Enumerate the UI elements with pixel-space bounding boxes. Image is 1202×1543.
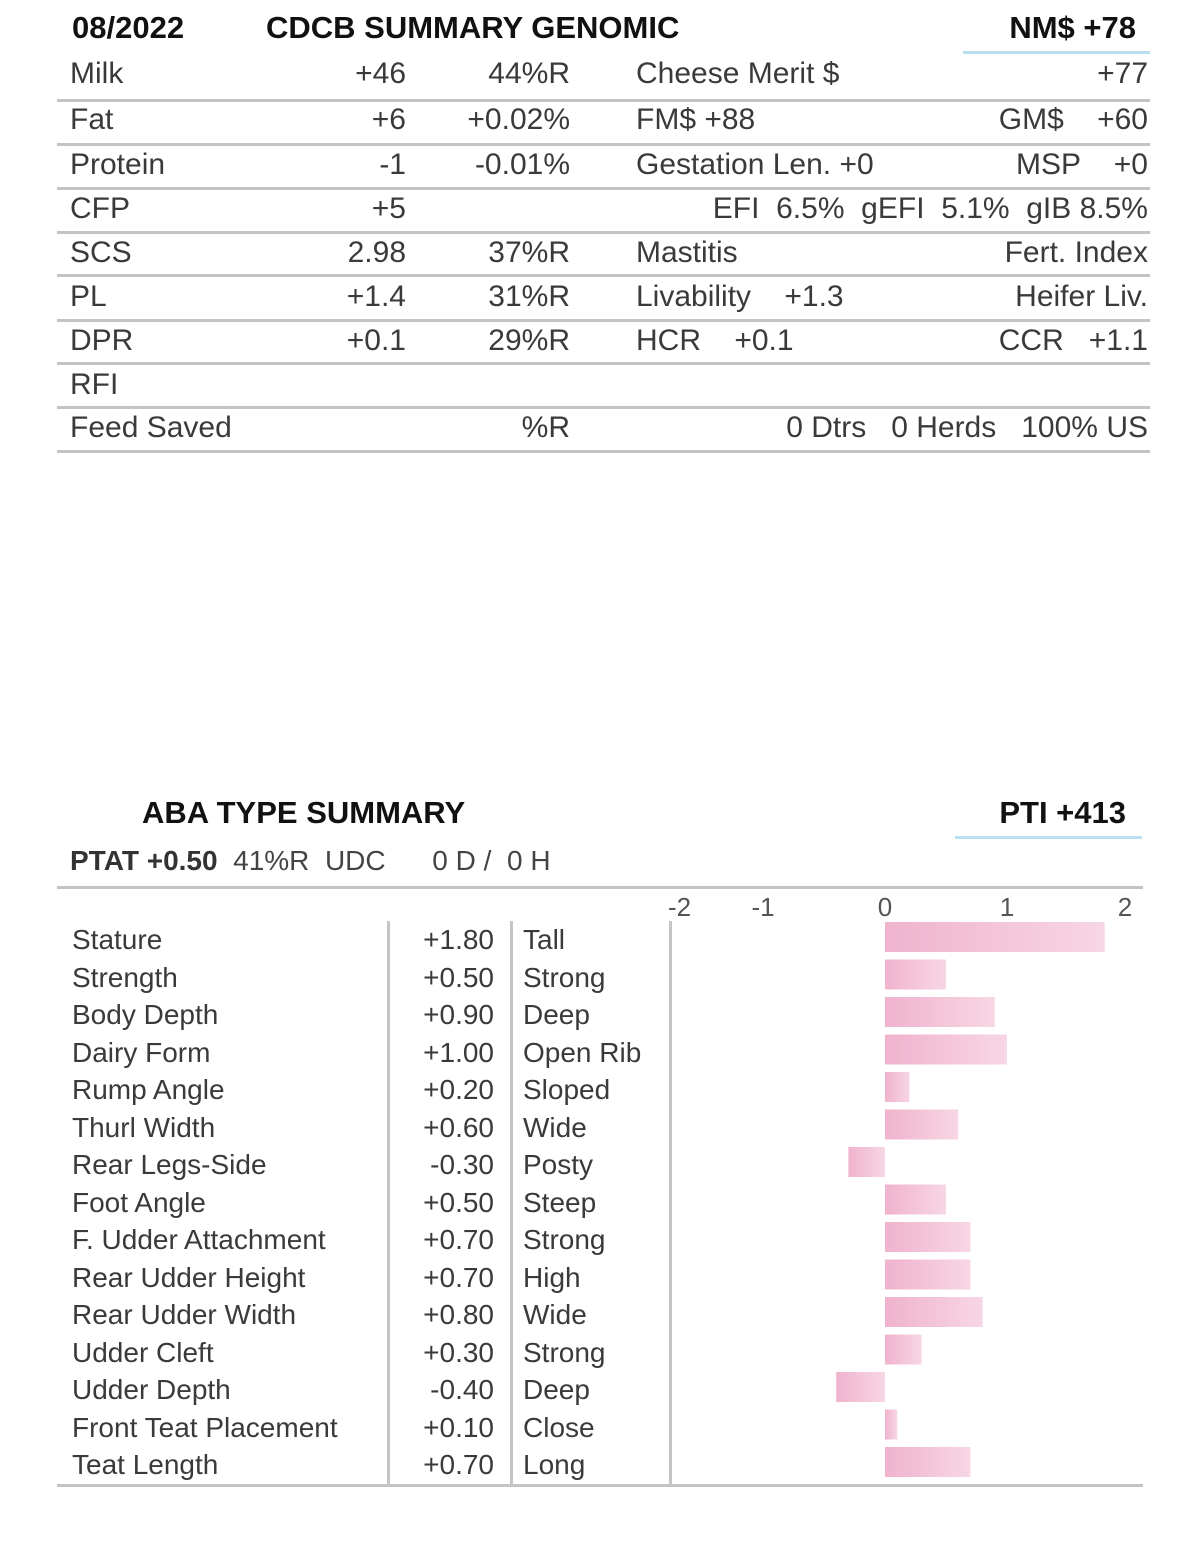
trait-descriptor: Strong: [523, 1336, 606, 1368]
trait-name: Thurl Width: [72, 1111, 216, 1143]
trait-name: Udder Cleft: [72, 1336, 214, 1368]
genomic-index-label: Cheese Merit $: [636, 57, 840, 90]
ptat-value: PTAT +0.50: [70, 845, 218, 876]
trait-name: Rear Legs-Side: [72, 1149, 267, 1180]
trait-bar: [836, 1372, 885, 1402]
trait-name: Dairy Form: [72, 1036, 211, 1068]
genomic-reliability: +0.02%: [467, 103, 570, 136]
genomic-value: -1: [379, 148, 406, 181]
genomic-value: +5: [371, 192, 406, 225]
trait-descriptor: Strong: [523, 961, 606, 993]
x-tick-label: 2: [1117, 892, 1133, 922]
trait-bar: [885, 1185, 946, 1215]
trait-value: +0.30: [423, 1336, 494, 1368]
trait-name: Rear Udder Width: [72, 1299, 297, 1330]
pti-value: PTI +413: [999, 795, 1126, 830]
trait-name: Teat Length: [72, 1449, 219, 1480]
genomic-value: 2.98: [347, 236, 406, 269]
trait-bar: [885, 1110, 958, 1140]
genomic-reliability: 44%R: [488, 57, 570, 90]
trait-descriptor: Wide: [523, 1299, 587, 1330]
trait-descriptor: Wide: [523, 1111, 587, 1143]
genomic-value: +6: [371, 103, 406, 136]
genomic-label: DPR: [70, 324, 134, 357]
trait-descriptor: Steep: [523, 1186, 597, 1218]
x-tick-label: 1: [999, 892, 1015, 922]
trait-value: +0.50: [423, 961, 494, 993]
trait-bar: [885, 1072, 909, 1102]
trait-descriptor: High: [523, 1261, 581, 1293]
genomic-reliability: -0.01%: [474, 148, 570, 181]
trait-value: +0.90: [423, 999, 494, 1030]
trait-name: Rump Angle: [72, 1074, 225, 1105]
trait-bar: [885, 1260, 970, 1290]
genomic-index-value: GM$ +60: [998, 103, 1148, 136]
trait-bar: [885, 1335, 922, 1365]
trait-value: +0.50: [423, 1186, 494, 1218]
trait-value: +1.80: [423, 924, 494, 955]
type-bottom-rule: [57, 1484, 1143, 1487]
genomic-reliability: 37%R: [488, 236, 570, 269]
trait-descriptor: Sloped: [523, 1074, 611, 1105]
x-tick-label: 0: [877, 892, 893, 922]
genomic-label: SCS: [70, 236, 132, 269]
trait-value: +0.70: [423, 1261, 494, 1293]
trait-descriptor: Deep: [523, 999, 590, 1030]
trait-bar: [885, 960, 946, 990]
trait-bar: [885, 1035, 1007, 1065]
trait-name: Foot Angle: [72, 1186, 206, 1218]
trait-descriptor: Tall: [523, 924, 566, 955]
genomic-index-label: Livability +1.3: [636, 280, 844, 313]
trait-bar: [885, 1410, 897, 1440]
trait-value: -0.40: [430, 1374, 494, 1405]
trait-value: +0.60: [423, 1111, 494, 1143]
trait-name: Stature: [72, 924, 163, 955]
trait-name: F. Udder Attachment: [72, 1224, 326, 1255]
trait-value: -0.30: [430, 1149, 494, 1180]
x-tick-label: -2: [668, 892, 692, 922]
genomic-index-label: Mastitis: [636, 236, 738, 269]
genomic-value: +46: [355, 57, 406, 90]
trait-value: +0.70: [423, 1224, 494, 1255]
genomic-index-value: Heifer Liv.: [1015, 280, 1148, 313]
genomic-index-value: Fert. Index: [1004, 236, 1148, 269]
trait-name: Rear Udder Height: [72, 1261, 306, 1293]
trait-descriptor: Close: [523, 1411, 595, 1443]
genomic-index-label: FM$ +88: [636, 103, 756, 136]
genomic-reliability: 29%R: [488, 324, 570, 357]
report-date: 08/2022: [72, 10, 185, 45]
type-summary-title: ABA TYPE SUMMARY: [142, 795, 466, 830]
trait-bar: [885, 1222, 970, 1252]
trait-value: +0.80: [423, 1299, 494, 1330]
genomic-index-value: 0 Dtrs 0 Herds 100% US: [786, 411, 1148, 444]
genomic-reliability: %R: [521, 411, 570, 444]
trait-name: Body Depth: [72, 999, 219, 1030]
genomic-label: Fat: [70, 103, 114, 136]
trait-value: +0.10: [423, 1411, 494, 1443]
x-tick-label: -1: [751, 892, 775, 922]
trait-descriptor: Strong: [523, 1224, 606, 1255]
genomic-value: +1.4: [346, 280, 406, 313]
genomic-index-label: Gestation Len. +0: [636, 148, 874, 181]
genomic-index-label: HCR +0.1: [636, 324, 794, 357]
trait-descriptor: Deep: [523, 1374, 590, 1405]
genomic-label: Protein: [70, 148, 166, 181]
genomic-index-value: EFI 6.5% gEFI 5.1% gIB 8.5%: [712, 192, 1148, 225]
genomic-index-value: +77: [1097, 57, 1148, 90]
genomic-label: RFI: [70, 368, 119, 401]
genomic-reliability: 31%R: [488, 280, 570, 313]
trait-descriptor: Open Rib: [523, 1036, 642, 1068]
trait-descriptor: Long: [523, 1449, 586, 1480]
trait-bar: [885, 1447, 970, 1477]
trait-bar: [848, 1147, 885, 1177]
genomic-label: PL: [70, 280, 107, 313]
trait-name: Udder Depth: [72, 1374, 231, 1405]
trait-bar: [885, 997, 995, 1027]
trait-descriptor: Posty: [523, 1149, 594, 1180]
genomic-label: Milk: [70, 57, 124, 90]
trait-name: Front Teat Placement: [72, 1411, 338, 1443]
genomic-index-value: MSP +0: [1015, 148, 1148, 181]
trait-bar: [885, 1297, 983, 1327]
trait-value: +0.70: [423, 1449, 494, 1480]
genomic-title: CDCB SUMMARY GENOMIC: [266, 10, 680, 45]
ptat-details: 41%R UDC 0 D / 0 H: [233, 845, 551, 876]
genomic-label: Feed Saved: [70, 411, 232, 444]
genomic-index-value: CCR +1.1: [998, 324, 1148, 357]
trait-name: Strength: [72, 961, 178, 993]
genomic-label: CFP: [70, 192, 130, 225]
trait-bar: [885, 922, 1105, 952]
nm-dollar-value: NM$ +78: [1009, 10, 1136, 45]
genomic-value: +0.1: [346, 324, 406, 357]
trait-value: +0.20: [423, 1074, 494, 1105]
trait-value: +1.00: [423, 1036, 494, 1068]
